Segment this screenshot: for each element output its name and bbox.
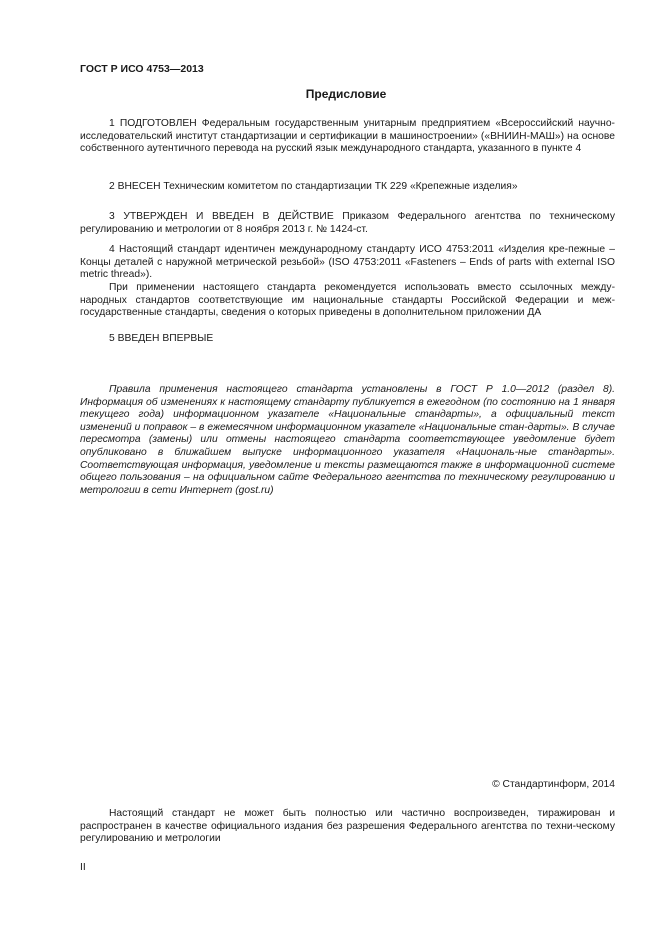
copyright-line: © Стандартинформ, 2014 — [492, 779, 615, 790]
page-number: II — [80, 862, 86, 873]
paragraph-references: При применении настоящего стандарта рекомендуется использовать вместо ссылочных между-народных стандартов соответствующие им национальные стандарты Российской Федерации и меж-государственные стандарты, сведения о которых приведены в дополнительном приложении ДА — [80, 282, 615, 319]
reproduction-notice: Настоящий стандарт не может быть полностью или частично воспроизведен, тиражирован и распространен в качестве официального издания без разрешения Федерального агентства по техни-ческому регулированию и метрологии — [80, 808, 615, 845]
paragraph-identical: 4 Настоящий стандарт идентичен международному стандарту ИСО 4753:2011 «Изделия кре-пежные – Концы деталей с наружной метрической резьбой» (ISO 4753:2011 «Fasteners – Ends of parts with external ISO metric thread»). — [80, 244, 615, 281]
paragraph-approved: 3 УТВЕРЖДЕН И ВВЕДЕН В ДЕЙСТВИЕ Приказом Федерального агентства по техническому регулированию и метрологии от 8 ноября 2013 г. № 1424-ст. — [80, 211, 615, 235]
paragraph-submitted: 2 ВНЕСЕН Техническим комитетом по стандартизации ТК 229 «Крепежные изделия» — [109, 181, 518, 192]
paragraph-first-introduced: 5 ВВЕДЕН ВПЕРВЫЕ — [109, 333, 214, 344]
document-code: ГОСТ Р ИСО 4753—2013 — [80, 63, 204, 75]
paragraph-prepared: 1 ПОДГОТОВЛЕН Федеральным государственным унитарным предприятием «Всероссийский научно-исследовательский институт стандартизации и сертификации в машиностроении» («ВНИИН-МАШ») на основе собственного аутентичного перевода на русский язык международного стандарта, указанного в пункте 4 — [80, 118, 615, 155]
application-rules-notice: Правила применения настоящего стандарта установлены в ГОСТ Р 1.0—2012 (раздел 8). Информация об изменениях к настоящему стандарту публикуется в ежегодном (по состоянию на 1 января текущего года) информационном указателе «Национальные стандарты», а официальный текст изменений и поправок – в ежемесячном информационном указателе «Национальные стан-дарты». В случае пересмотра (замены) или отмены настоящего стандарта соответствующее уведомление будет опубликовано в ближайшем выпуске информационного указателя «Националь-ные стандарты». Соответствующая информация, уведомление и тексты размещаются также в информационной системе общего пользования – на официальном сайте Федерального агентства по техническому регулированию и метрологии в сети Интернет (gost.ru) — [80, 384, 615, 496]
page-title: Предисловие — [305, 87, 387, 101]
